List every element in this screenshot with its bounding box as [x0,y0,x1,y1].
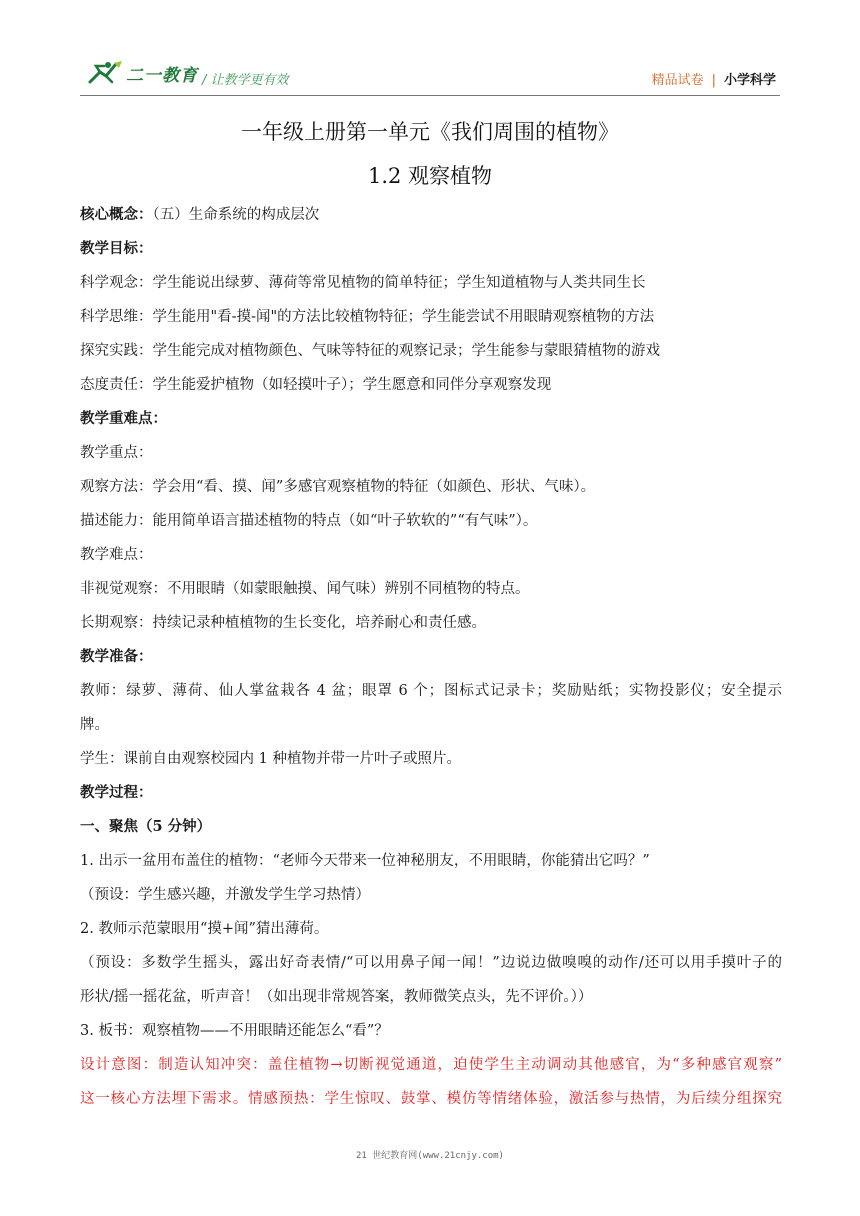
page-subtitle: 1.2 观察植物 [367,164,493,188]
tag-separator: | [711,73,716,88]
document-body [80,198,782,1116]
core-concept [80,198,782,232]
runner-logo-icon [86,60,124,86]
focus-item: 观察方法：学会用“看、摸、闻”多感官观察植物的特征（如颜色、形状、气味）。 [80,479,596,495]
focus-label: 教学重点： [80,445,153,461]
design-intent-line2: 这一核心方法埋下需求。情感预热：学生惊叹、鼓掌、模仿等情绪体验，激活参与热情，为后续分组探究 [80,1091,782,1107]
prep-student: 学生：课前自由观察校园内 1 种植物并带一片叶子或照片。 [80,751,461,767]
slogan: / 让教学更有效 [202,73,289,88]
step-2: 2. 教师示范蒙眼用“摸+闻”猜出薄荷。 [80,921,329,937]
step-1: 1. 出示一盆用布盖住的植物：“老师今天带来一位神秘朋友，不用眼睛，你能猜出它吗？” [80,853,650,869]
focus-item: 描述能力：能用简单语言描述植物的特点（如“叶子软软的”“有气味”）。 [80,513,538,529]
page-title: 一年级上册第一单元《我们周围的植物》 [241,120,619,144]
header-divider [80,95,780,96]
prep-teacher-line1: 教师：绿萝、薄荷、仙人掌盆栽各 4 盆；眼罩 6 个；图标式记录卡；奖励贴纸；实物投影仪；安全提示 [80,683,782,699]
keypoints-heading: 教学重难点： [80,410,167,427]
core-label: 核心概念： [80,206,153,223]
preset-2-line2: 形状/摇一摇花盆，听声音！（如出现非常规答案，教师微笑点头，先不评价。）） [80,989,593,1005]
prep-teacher-line2: 牌。 [80,717,109,733]
goal-item: 科学思维：学生能用"看-摸-闻"的方法比较植物特征；学生能尝试不用眼睛观察植物的方法 [80,309,655,325]
preset-1: （预设：学生感兴趣，并激发学生学习热情） [80,887,370,903]
quality-tag: 精品试卷 [651,73,704,88]
core-text: （五）生命系统的构成层次 [152,207,320,223]
difficulty-item: 非视觉观察：不用眼睛（如蒙眼触摸、闻气味）辨别不同植物的特点。 [80,581,530,597]
design-intent-line1: 设计意图：制造认知冲突：盖住植物→切断视觉通道，迫使学生主动调动其他感官，为“多种感官观察” [80,1057,782,1073]
goal-item: 态度责任：学生能爱护植物（如轻摸叶子）；学生愿意和同伴分享观察发现 [80,377,552,393]
page-header [80,52,780,92]
subject-tag: 小学科学 [723,73,776,88]
logo-text: 二一教育 [126,65,198,86]
section-focus-heading: 一、聚焦（5 分钟） [80,818,212,835]
page-footer: 21 世纪教育网(www.21cnjy.com) [356,1151,504,1161]
brand-logo [86,60,198,86]
prep-heading: 教学准备： [80,648,153,665]
difficulty-label: 教学难点： [80,547,153,563]
difficulty-item: 长期观察：持续记录种植植物的生长变化，培养耐心和责任感。 [80,615,486,631]
goal-item: 科学观念：学生能说出绿萝、薄荷等常见植物的简单特征；学生知道植物与人类共同生长 [80,275,646,291]
goals-heading: 教学目标： [80,240,153,257]
process-heading: 教学过程： [80,784,153,801]
preset-2-line1: （预设：多数学生摇头，露出好奇表情/“可以用鼻子闻一闻！”边说边做嗅嗅的动作/还可以用手摸叶子的 [80,955,782,971]
header-tags [652,69,776,88]
goal-item: 探究实践：学生能完成对植物颜色、气味等特征的观察记录；学生能参与蒙眼猜植物的游戏 [80,343,660,359]
step-3: 3. 板书：观察植物——不用眼睛还能怎么“看”？ [80,1023,389,1039]
